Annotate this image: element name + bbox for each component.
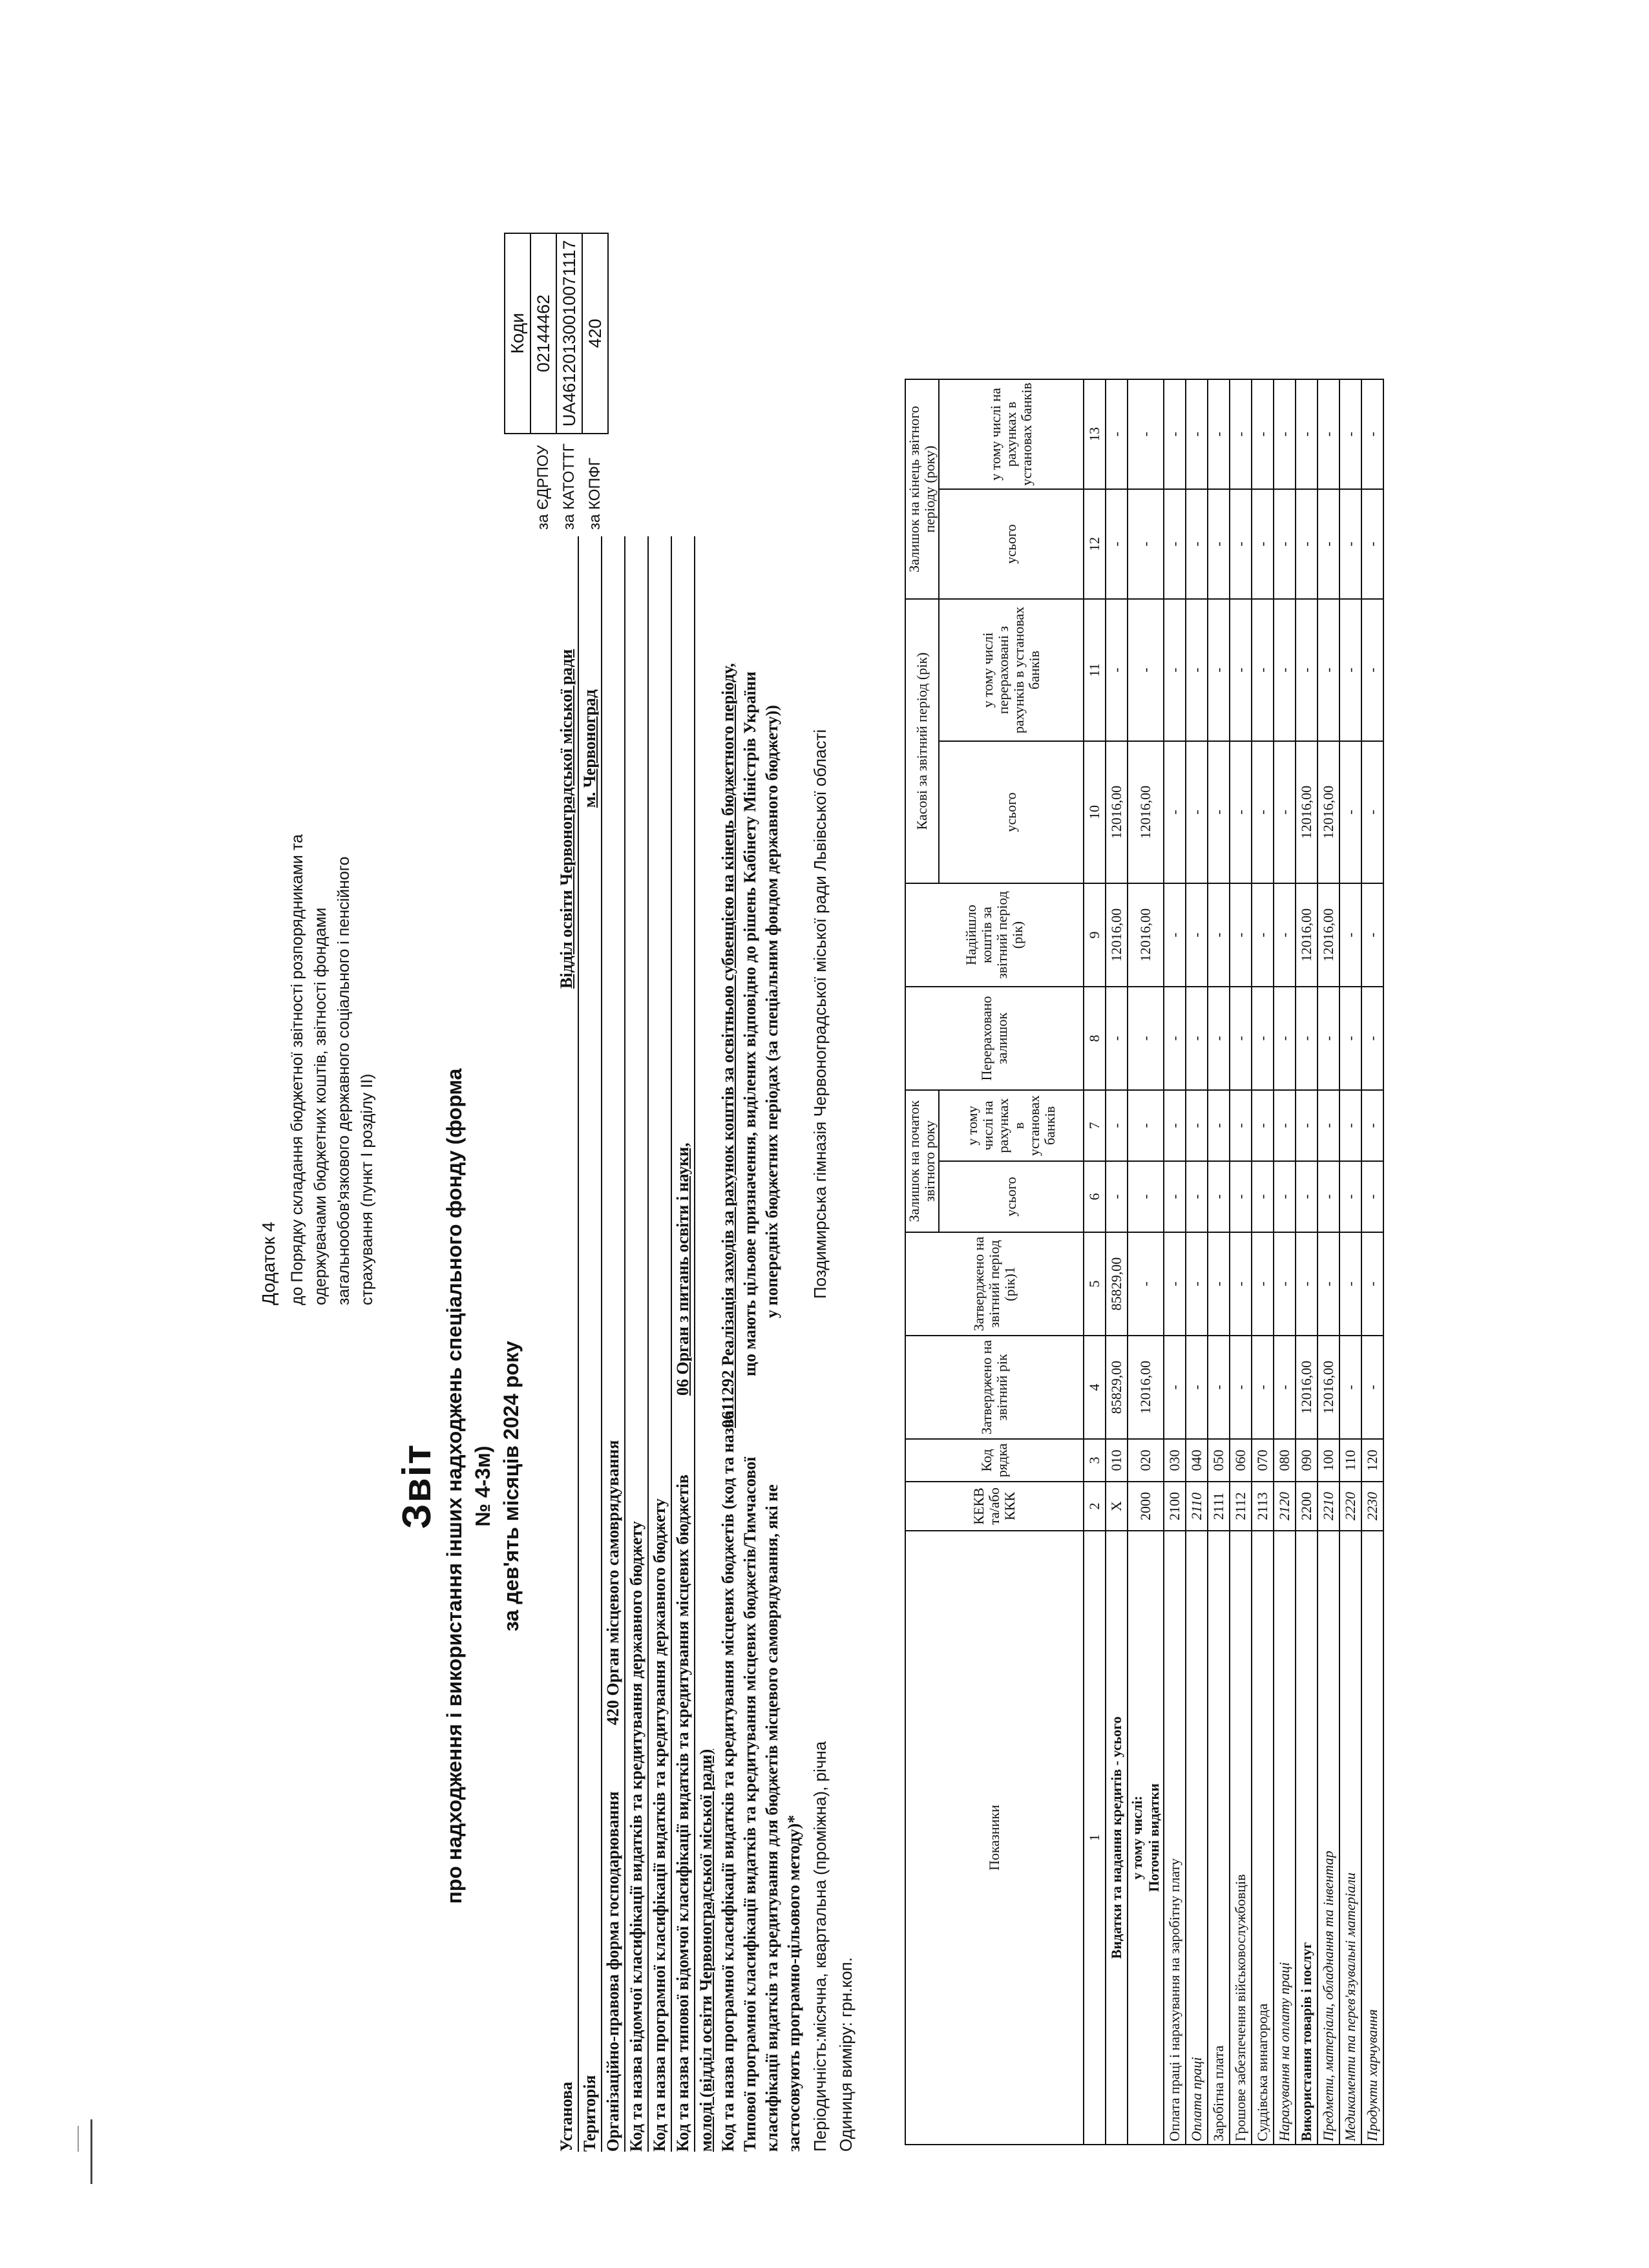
cell-c9: - bbox=[1208, 883, 1230, 987]
typical-cont-row bbox=[695, 536, 717, 2152]
cell-c13: - bbox=[1339, 379, 1361, 489]
cell-c11: - bbox=[1186, 599, 1208, 741]
cell-c11: - bbox=[1361, 599, 1383, 741]
dept-code-row bbox=[625, 536, 649, 2152]
column-number: 10 bbox=[1084, 741, 1106, 883]
row-indicator-text: Медикаменти та перев'язувальні матеріали bbox=[1342, 1872, 1358, 2141]
cell-c5: - bbox=[1361, 1232, 1383, 1336]
territory-value: м. Червоноград bbox=[580, 689, 599, 808]
column-number: 7 bbox=[1084, 1090, 1106, 1161]
cell-c4: 12016,00 bbox=[1128, 1336, 1164, 1439]
cell-kekv: 2000 bbox=[1128, 1482, 1164, 1531]
cell-c4: - bbox=[1274, 1336, 1296, 1439]
table-row bbox=[1252, 379, 1274, 2145]
cell-c11: - bbox=[1128, 599, 1164, 741]
cell-c4: 85829,00 bbox=[1106, 1336, 1128, 1439]
cell-c11: - bbox=[1296, 599, 1318, 741]
cell-c11: - bbox=[1274, 599, 1296, 741]
cell-c7: - bbox=[1186, 1090, 1208, 1161]
cell-code: 080 bbox=[1274, 1439, 1296, 1482]
cell-c11: - bbox=[1318, 599, 1339, 741]
cell-c10: - bbox=[1186, 741, 1208, 883]
cell-c10: - bbox=[1339, 741, 1361, 883]
row-indicator bbox=[1208, 1531, 1230, 2145]
column-number: 12 bbox=[1084, 489, 1106, 599]
report-title: Звіт bbox=[395, 1443, 439, 1529]
cell-c8: - bbox=[1208, 987, 1230, 1090]
typical-value: 06 Орган з питань освіти і науки, bbox=[673, 1142, 692, 1396]
prog-code-row bbox=[649, 536, 672, 2152]
column-number: 5 bbox=[1084, 1232, 1106, 1336]
institution-row bbox=[556, 536, 579, 2152]
cell-c13: - bbox=[1128, 379, 1164, 489]
row-indicator bbox=[1318, 1531, 1339, 2145]
code-label: за КОПФГ bbox=[586, 457, 604, 530]
row-indicator bbox=[1230, 1531, 1252, 2145]
periodicity: Періодичність:місячна, квартальна (проміжна), річна bbox=[810, 1741, 830, 2152]
institution-label: Установа bbox=[557, 2081, 576, 2152]
cell-c10: - bbox=[1164, 741, 1186, 883]
cell-c11: - bbox=[1106, 599, 1128, 741]
cell-c7: - bbox=[1252, 1090, 1274, 1161]
appendix-line: страхування (пункт І розділу ІІ) bbox=[358, 1073, 376, 1305]
cell-c9: - bbox=[1164, 883, 1186, 987]
cell-code: 120 bbox=[1361, 1439, 1383, 1482]
column-number: 9 bbox=[1084, 883, 1106, 987]
territory-row bbox=[579, 536, 602, 2152]
report-meta bbox=[556, 536, 857, 2152]
appendix-line: загальнообов'язкового державного соціального і пенсійного bbox=[335, 856, 353, 1305]
codes-table bbox=[504, 233, 609, 536]
cell-c6: - bbox=[1106, 1161, 1128, 1232]
row-indicator bbox=[1106, 1531, 1128, 2145]
cell-c9: 12016,00 bbox=[1128, 883, 1164, 987]
cell-c9: - bbox=[1339, 883, 1361, 987]
cell-code: 050 bbox=[1208, 1439, 1230, 1482]
main-table bbox=[905, 379, 1384, 2145]
program-label: класифікації видатків та кредитування для бюджетів місцевого самоврядування, які не bbox=[762, 1484, 781, 2152]
codes-box bbox=[504, 233, 609, 536]
hdr-incl-transferred: у тому числі перераховані з рахунків в установах банків bbox=[939, 599, 1084, 741]
code-value: 420 bbox=[582, 233, 608, 434]
cell-c7: - bbox=[1296, 1090, 1318, 1161]
typical-label: Код та назва типової відомчої класифікації видатків та кредитування місцевих бюджетів bbox=[673, 1474, 692, 2152]
cell-c12: - bbox=[1296, 489, 1318, 599]
code-value: 02144462 bbox=[530, 233, 556, 434]
cell-c9: - bbox=[1361, 883, 1383, 987]
appendix-line: до Порядку складання бюджетної звітності розпорядниками та bbox=[288, 834, 306, 1305]
column-number: 3 bbox=[1084, 1439, 1106, 1482]
cell-c13: - bbox=[1106, 379, 1128, 489]
table-row bbox=[1296, 379, 1318, 2145]
cell-c7: - bbox=[1361, 1090, 1383, 1161]
appendix-line: одержувачами бюджетних коштів, звітності фондами bbox=[311, 907, 330, 1305]
cell-c4: - bbox=[1361, 1336, 1383, 1439]
cell-c8: - bbox=[1361, 987, 1383, 1090]
cell-c4: - bbox=[1208, 1336, 1230, 1439]
cell-c10: 12016,00 bbox=[1128, 741, 1164, 883]
program-label: Код та назва програмної класифікації видатків та кредитування місцевих бюджетів (код та назва bbox=[719, 1410, 737, 2152]
column-number-row bbox=[1084, 379, 1106, 2145]
hdr-transferred: Перераховано залишок bbox=[905, 987, 1084, 1090]
cell-c6: - bbox=[1208, 1161, 1230, 1232]
hdr-total: усього bbox=[939, 1161, 1084, 1232]
institution-value: Відділ освіти Червоноградської міської ради bbox=[557, 649, 576, 989]
table-row bbox=[1361, 379, 1383, 2145]
cell-c7: - bbox=[1208, 1090, 1230, 1161]
hdr-balance-start: Залишок на початок звітного року bbox=[905, 1090, 939, 1232]
org-form-label: Організаційно-правова форма господарювання bbox=[604, 1791, 622, 2152]
table-row bbox=[1208, 379, 1230, 2145]
cell-c4: 12016,00 bbox=[1318, 1336, 1339, 1439]
cell-c7: - bbox=[1339, 1090, 1361, 1161]
cell-code: 060 bbox=[1230, 1439, 1252, 1482]
cell-c4: 12016,00 bbox=[1296, 1336, 1318, 1439]
cell-c8: - bbox=[1164, 987, 1186, 1090]
cell-c6: - bbox=[1361, 1161, 1383, 1232]
cell-c12: - bbox=[1230, 489, 1252, 599]
cell-c13: - bbox=[1208, 379, 1230, 489]
program-label: Типової програмної класифікації видатків та кредитування місцевих бюджетів/Тимчасової bbox=[740, 1456, 759, 2152]
hdr-approved-period: Затверджено на звітний період (рік)1 bbox=[905, 1232, 1084, 1336]
row-indicator-text: Продукти харчування bbox=[1364, 2009, 1380, 2141]
cell-c5: - bbox=[1230, 1232, 1252, 1336]
cell-c11: - bbox=[1230, 599, 1252, 741]
column-number: 4 bbox=[1084, 1336, 1106, 1439]
cell-c8: - bbox=[1186, 987, 1208, 1090]
code-value: UA46120130010071117 bbox=[556, 233, 582, 434]
cell-c5: - bbox=[1318, 1232, 1339, 1336]
unit-row bbox=[831, 536, 857, 2152]
cell-kekv: 2100 bbox=[1164, 1482, 1186, 1531]
cell-c7: - bbox=[1318, 1090, 1339, 1161]
row-indicator-text: Використання товарів і послуг bbox=[1298, 1942, 1314, 2141]
cell-code: 070 bbox=[1252, 1439, 1274, 1482]
scan-artifact bbox=[90, 2119, 92, 2184]
cell-c9: 12016,00 bbox=[1296, 883, 1318, 987]
cell-kekv: 2210 bbox=[1318, 1482, 1339, 1531]
cell-c7: - bbox=[1230, 1090, 1252, 1161]
cell-c4: - bbox=[1252, 1336, 1274, 1439]
cell-c11: - bbox=[1164, 599, 1186, 741]
cell-c5: - bbox=[1128, 1232, 1164, 1336]
hdr-approved-year: Затверджено на звітний рік bbox=[905, 1336, 1084, 1439]
scan-artifact bbox=[78, 2126, 79, 2152]
typical-row bbox=[672, 536, 695, 2152]
program-row-2 bbox=[739, 536, 761, 2152]
cell-c4: - bbox=[1186, 1336, 1208, 1439]
cell-c9: 12016,00 bbox=[1106, 883, 1128, 987]
hdr-total: усього bbox=[939, 741, 1084, 883]
cell-c8: - bbox=[1296, 987, 1318, 1090]
cell-c8: - bbox=[1128, 987, 1164, 1090]
cell-kekv: 2112 bbox=[1230, 1482, 1252, 1531]
program-label: застосовують програмно-цільового методу)* bbox=[784, 1814, 803, 2152]
cell-c10: 12016,00 bbox=[1106, 741, 1128, 883]
cell-c12: - bbox=[1318, 489, 1339, 599]
cell-c12: - bbox=[1186, 489, 1208, 599]
row-indicator-text: Оплата праці і нарахування на заробітну плату bbox=[1166, 1858, 1182, 2141]
cell-code: 040 bbox=[1186, 1439, 1208, 1482]
cell-c5: - bbox=[1208, 1232, 1230, 1336]
cell-c13: - bbox=[1164, 379, 1186, 489]
cell-code: 010 bbox=[1106, 1439, 1128, 1482]
cell-c10: - bbox=[1361, 741, 1383, 883]
codes-header: Коди bbox=[505, 233, 530, 434]
report-title-block bbox=[394, 1066, 525, 1906]
report-table bbox=[905, 379, 1384, 2145]
table-row bbox=[1128, 379, 1164, 2145]
hdr-received: Надійшло коштів за звітний період (рік) bbox=[905, 883, 1084, 987]
hdr-incl-accounts: у тому числі на рахунках в установах банків bbox=[939, 1090, 1084, 1161]
cell-c8: - bbox=[1252, 987, 1274, 1090]
report-period: за дев'ять місяців 2024 року bbox=[499, 1341, 523, 1632]
column-number: 1 bbox=[1084, 1531, 1106, 2145]
cell-c6: - bbox=[1274, 1161, 1296, 1232]
dept-code-label: Код та назва відомчої класифікації видатків та кредитування державного бюджету bbox=[627, 1521, 646, 2152]
cell-c5: - bbox=[1274, 1232, 1296, 1336]
cell-c12: - bbox=[1208, 489, 1230, 599]
row-indicator-subtext: Поточні видатки bbox=[1146, 1783, 1162, 1892]
table-row bbox=[1339, 379, 1361, 2145]
subunit: Поздимирська гімназія Червоноградської міської ради Львівської області bbox=[810, 729, 830, 1299]
cell-c11: - bbox=[1208, 599, 1230, 741]
cell-c4: - bbox=[1230, 1336, 1252, 1439]
cell-c12: - bbox=[1339, 489, 1361, 599]
cell-c9: 12016,00 bbox=[1318, 883, 1339, 987]
cell-c4: - bbox=[1164, 1336, 1186, 1439]
row-indicator bbox=[1361, 1531, 1383, 2145]
report-subtitle: про надходження і використання інших надходжень спеціального фонду (форма № 4-3м) bbox=[443, 1068, 494, 1904]
table-row bbox=[1274, 379, 1296, 2145]
cell-c7: - bbox=[1274, 1090, 1296, 1161]
org-form-value: 420 Орган місцевого самоврядування bbox=[604, 1440, 622, 1725]
hdr-kekv: КЕКВ та/або ККК bbox=[905, 1482, 1084, 1531]
cell-c7: - bbox=[1128, 1090, 1164, 1161]
cell-c10: - bbox=[1230, 741, 1252, 883]
program-value: що мають цільове призначення, виділених відповідно до рішень Кабінету Міністрів України bbox=[740, 671, 759, 1376]
row-indicator-text: Нарахування на оплату праці bbox=[1276, 1962, 1292, 2141]
cell-c10: - bbox=[1252, 741, 1274, 883]
cell-code: 090 bbox=[1296, 1439, 1318, 1482]
cell-c5: - bbox=[1252, 1232, 1274, 1336]
hdr-indicator: Показники bbox=[905, 1531, 1084, 2145]
table-row bbox=[1318, 379, 1339, 2145]
cell-c6: - bbox=[1230, 1161, 1252, 1232]
code-label: за КАТОТТГ bbox=[560, 443, 578, 530]
row-indicator-text: у тому числі: bbox=[1129, 1796, 1145, 1880]
cell-c8: - bbox=[1274, 987, 1296, 1090]
column-number: 6 bbox=[1084, 1161, 1106, 1232]
periodicity-row bbox=[805, 536, 831, 2152]
cell-c6: - bbox=[1339, 1161, 1361, 1232]
cell-c10: 12016,00 bbox=[1296, 741, 1318, 883]
program-value: у попередніх бюджетних періодах (за спеціальним фондом державного бюджету)) bbox=[762, 705, 781, 1318]
row-indicator bbox=[1164, 1531, 1186, 2145]
table-row bbox=[1230, 379, 1252, 2145]
cell-c5: - bbox=[1339, 1232, 1361, 1336]
cell-code: 100 bbox=[1318, 1439, 1339, 1482]
hdr-total: усього bbox=[939, 489, 1084, 599]
appendix-title: Додаток 4 bbox=[258, 1221, 278, 1305]
row-indicator bbox=[1296, 1531, 1318, 2145]
column-number: 8 bbox=[1084, 987, 1106, 1090]
cell-c6: - bbox=[1252, 1161, 1274, 1232]
cell-c13: - bbox=[1186, 379, 1208, 489]
cell-kekv: 2200 bbox=[1296, 1482, 1318, 1531]
row-indicator-text: Оплата праці bbox=[1188, 2057, 1204, 2141]
row-indicator bbox=[1128, 1531, 1164, 2145]
cell-c6: - bbox=[1296, 1161, 1318, 1232]
program-value: 0611292 Реалізація заходів за рахунок коштів за освітньою субвенцією на кінець бюджетного періоду, bbox=[719, 663, 737, 1428]
cell-kekv: 2120 bbox=[1274, 1482, 1296, 1531]
cell-c9: - bbox=[1252, 883, 1274, 987]
row-indicator bbox=[1186, 1531, 1208, 2145]
territory-label: Територія bbox=[580, 2075, 599, 2152]
cell-c8: - bbox=[1230, 987, 1252, 1090]
cell-c6: - bbox=[1164, 1161, 1186, 1232]
unit: Одиниця виміру: грн.коп. bbox=[836, 1957, 856, 2152]
column-number: 13 bbox=[1084, 379, 1106, 489]
cell-c6: - bbox=[1128, 1161, 1164, 1232]
cell-c7: - bbox=[1164, 1090, 1186, 1161]
table-row bbox=[1164, 379, 1186, 2145]
cell-c12: - bbox=[1274, 489, 1296, 599]
column-number: 11 bbox=[1084, 599, 1106, 741]
row-indicator-text: Заробітна плата bbox=[1210, 2045, 1226, 2141]
cell-c13: - bbox=[1361, 379, 1383, 489]
cell-code: 030 bbox=[1164, 1439, 1186, 1482]
cell-c11: - bbox=[1339, 599, 1361, 741]
cell-code: 020 bbox=[1128, 1439, 1164, 1482]
row-indicator bbox=[1339, 1531, 1361, 2145]
cell-c7: - bbox=[1106, 1090, 1128, 1161]
prog-code-label: Код та назва програмної класифікації видатків та кредитування державного бюджету bbox=[650, 1498, 669, 2152]
appendix-note bbox=[257, 724, 379, 1305]
column-number: 2 bbox=[1084, 1482, 1106, 1531]
program-row-4 bbox=[783, 536, 805, 2152]
row-indicator-text: Суддівська винагорода bbox=[1254, 2003, 1270, 2141]
row-indicator-text: Грошове забезпечення військовослужбовців bbox=[1232, 1874, 1248, 2141]
cell-c4: - bbox=[1339, 1336, 1361, 1439]
cell-c10: - bbox=[1274, 741, 1296, 883]
cell-c5: 85829,00 bbox=[1106, 1232, 1128, 1336]
cell-kekv: X bbox=[1106, 1482, 1128, 1531]
cell-kekv: 2230 bbox=[1361, 1482, 1383, 1531]
org-form-row bbox=[602, 536, 625, 2152]
row-indicator bbox=[1274, 1531, 1296, 2145]
table-row bbox=[1106, 379, 1128, 2145]
program-row-1 bbox=[717, 536, 739, 2152]
cell-c13: - bbox=[1230, 379, 1252, 489]
cell-c9: - bbox=[1186, 883, 1208, 987]
cell-code: 110 bbox=[1339, 1439, 1361, 1482]
table-body bbox=[1106, 379, 1383, 2145]
cell-c11: - bbox=[1252, 599, 1274, 741]
row-indicator bbox=[1252, 1531, 1274, 2145]
typical-cont: молоді (відділ освіти Червоноградської міської ради) bbox=[697, 1748, 715, 2152]
cell-c13: - bbox=[1274, 379, 1296, 489]
program-row-3 bbox=[761, 536, 783, 2152]
cell-c12: - bbox=[1106, 489, 1128, 599]
cell-c6: - bbox=[1186, 1161, 1208, 1232]
cell-c8: - bbox=[1106, 987, 1128, 1090]
cell-c13: - bbox=[1252, 379, 1274, 489]
cell-kekv: 2111 bbox=[1208, 1482, 1230, 1531]
hdr-cash: Касові за звітний період (рік) bbox=[905, 599, 939, 883]
cell-kekv: 2110 bbox=[1186, 1482, 1208, 1531]
cell-c12: - bbox=[1252, 489, 1274, 599]
cell-c10: - bbox=[1208, 741, 1230, 883]
row-indicator-text: Видатки та надання кредитів - усього bbox=[1108, 1716, 1124, 1959]
cell-c12: - bbox=[1361, 489, 1383, 599]
cell-c9: - bbox=[1230, 883, 1252, 987]
cell-kekv: 2220 bbox=[1339, 1482, 1361, 1531]
cell-c5: - bbox=[1296, 1232, 1318, 1336]
hdr-balance-end: Залишок на кінець звітного періоду (року) bbox=[905, 379, 939, 599]
table-row bbox=[1186, 379, 1208, 2145]
cell-c8: - bbox=[1339, 987, 1361, 1090]
cell-c5: - bbox=[1164, 1232, 1186, 1336]
hdr-row-code: Код рядка bbox=[905, 1439, 1084, 1482]
cell-kekv: 2113 bbox=[1252, 1482, 1274, 1531]
cell-c12: - bbox=[1128, 489, 1164, 599]
cell-c13: - bbox=[1318, 379, 1339, 489]
cell-c10: 12016,00 bbox=[1318, 741, 1339, 883]
hdr-incl-accounts-end: у тому числі на рахунках в установах банків bbox=[939, 379, 1084, 489]
cell-c13: - bbox=[1296, 379, 1318, 489]
cell-c12: - bbox=[1164, 489, 1186, 599]
cell-c9: - bbox=[1274, 883, 1296, 987]
cell-c8: - bbox=[1318, 987, 1339, 1090]
cell-c5: - bbox=[1186, 1232, 1208, 1336]
row-indicator-text: Предмети, матеріали, обладнання та інвентар bbox=[1320, 1851, 1336, 2141]
code-label: за ЄДРПОУ bbox=[534, 445, 552, 530]
cell-c6: - bbox=[1318, 1161, 1339, 1232]
